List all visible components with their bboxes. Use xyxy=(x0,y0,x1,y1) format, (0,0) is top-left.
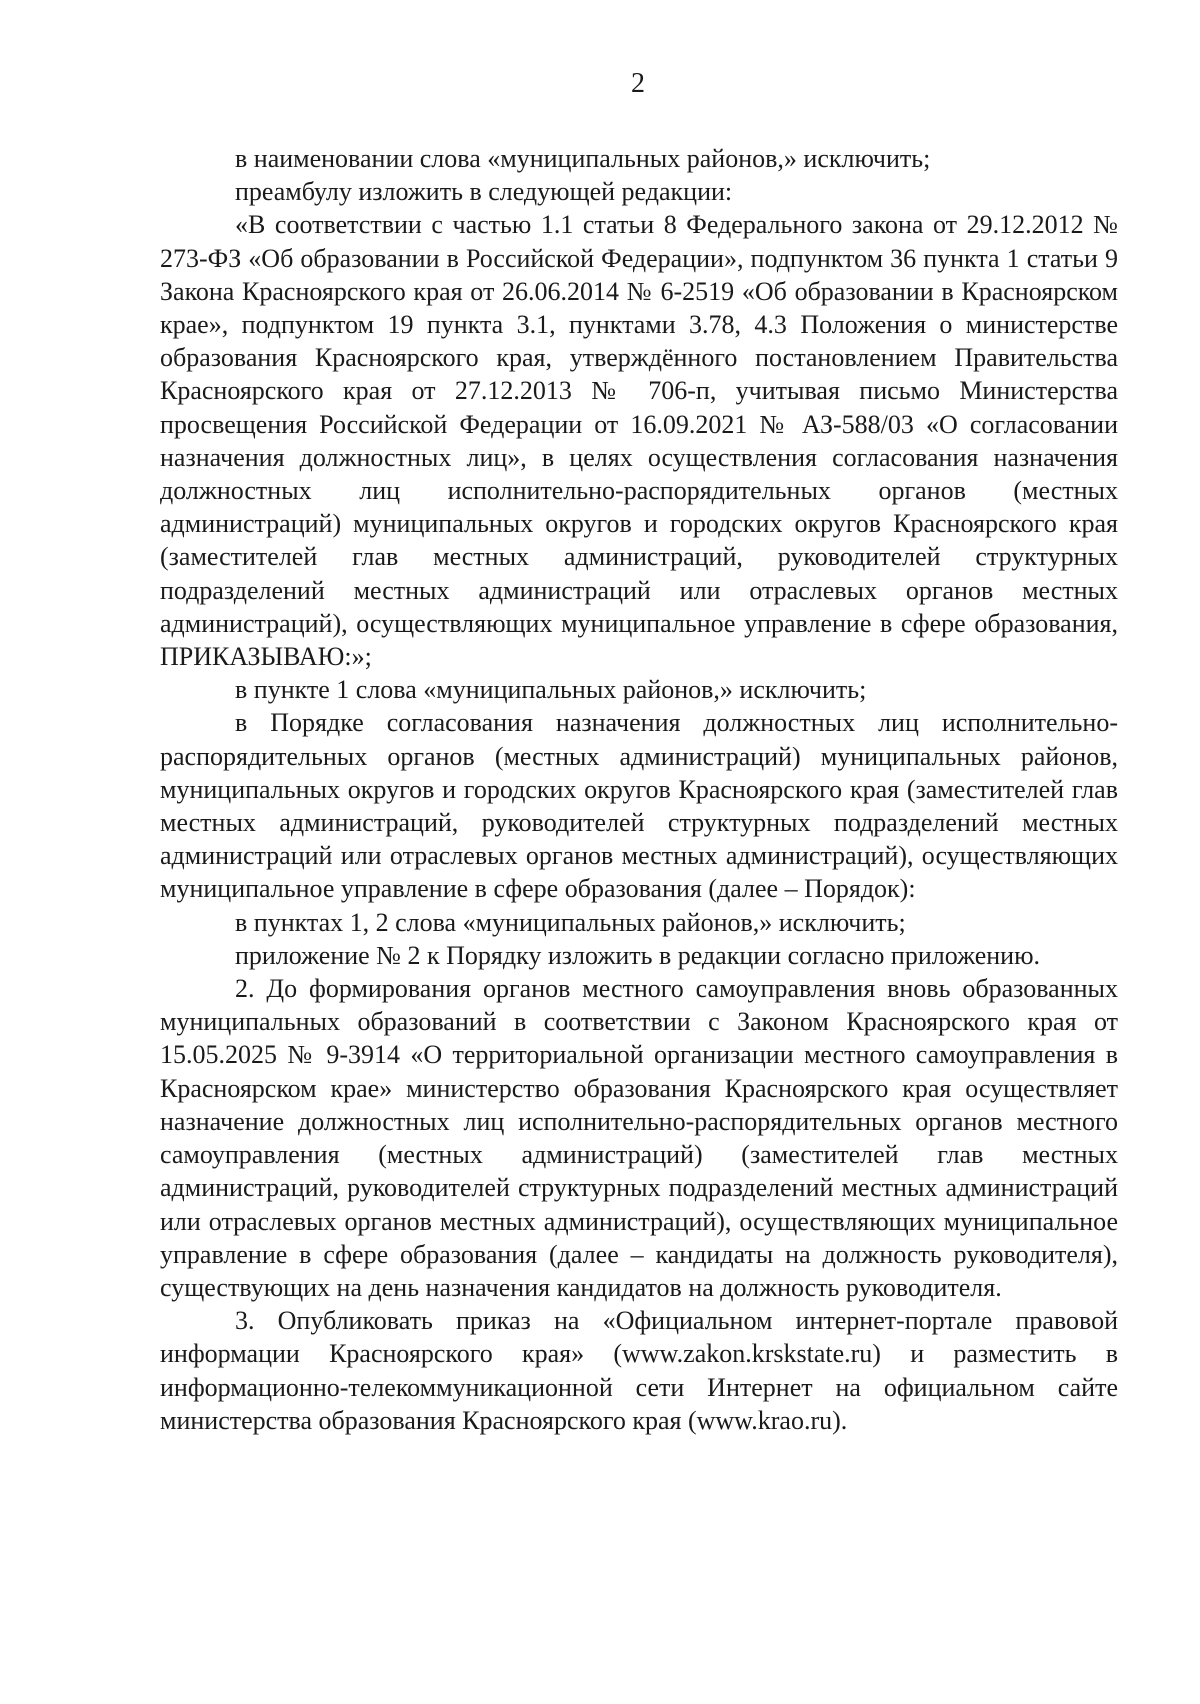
document-body xyxy=(160,142,1118,1437)
page-number: 2 xyxy=(631,68,645,99)
paragraph-item-2: 2. До формирования органов местного самоуправления вновь образованных муниципальных образований в соответствии с Законом Красноярского края от 15.05.2025 № 9-3914 «О территориальной организации местного самоуправления в Красноярском крае» министерство образования Красноярского края осуществляет назначение должностных лиц исполнительно-распорядительных органов местного самоуправления (местных администраций) (заместителей глав местных администраций, руководителей структурных подразделений местных администраций или отраслевых органов местных администраций), осуществляющих муниципальное управление в сфере образования (далее – кандидаты на должность руководителя), существующих на день назначения кандидатов на должность руководителя. xyxy=(160,974,1118,1302)
paragraph-appendix-2: приложение № 2 к Порядку изложить в редакции согласно приложению. xyxy=(235,940,1040,970)
paragraph-points-1-2-amendment: в пунктах 1, 2 слова «муниципальных районов,» исключить; xyxy=(235,907,906,937)
paragraph-preamble-text: «В соответствии с частью 1.1 статьи 8 Федерального закона от 29.12.2012 № 273-ФЗ «Об образовании в Российской Федерации», подпунктом 36 пункта 1 статьи 9 Закона Красноярского края от 26.06.2014 № 6-2519 «Об образовании в Красноярском крае», подпунктом 19 пункта 3.1, пунктами 3.78, 4.3 Положения о министерстве образования Красноярского края, утверждённого постановлением Правительства Красноярского края от 27.12.2013 № 706-п, учитывая письмо Министерства просвещения Российской Федерации от 16.09.2021 № АЗ-588/03 «О согласовании назначения должностных лиц», в целях осуществления согласования назначения должностных лиц исполнительно-распорядительных органов (местных администраций) муниципальных округов и городских округов Красноярского края (заместителей глав местных администраций, руководителей структурных подразделений местных администраций или отраслевых органов местных администраций), осуществляющих муниципальное управление в сфере образования, ПРИКАЗЫВАЮ:»; xyxy=(160,210,1118,672)
paragraph-procedure-intro: в Порядке согласования назначения должностных лиц исполнительно-распорядительных органов (местных администраций) муниципальных районов, муниципальных округов и городских округов Красноярского края (заместителей глав местных администраций, руководителей структурных подразделений местных администраций или отраслевых органов местных администраций), осуществляющих муниципальное управление в сфере образования (далее – Порядок): xyxy=(160,708,1118,904)
paragraph-point-1-amendment: в пункте 1 слова «муниципальных районов,» исключить; xyxy=(235,675,867,705)
paragraph-item-3: 3. Опубликовать приказ на «Официальном интернет-портале правовой информации Красноярского края» (www.zakon.krskstate.ru) и разместить в информационно-телекоммуникационной сети Интернет на официальном сайте министерства образования Красноярского края (www.krao.ru). xyxy=(160,1306,1118,1435)
paragraph-preamble-intro: преамбулу изложить в следующей редакции: xyxy=(235,177,733,207)
paragraph-title-amendment: в наименовании слова «муниципальных районов,» исключить; xyxy=(235,144,931,173)
